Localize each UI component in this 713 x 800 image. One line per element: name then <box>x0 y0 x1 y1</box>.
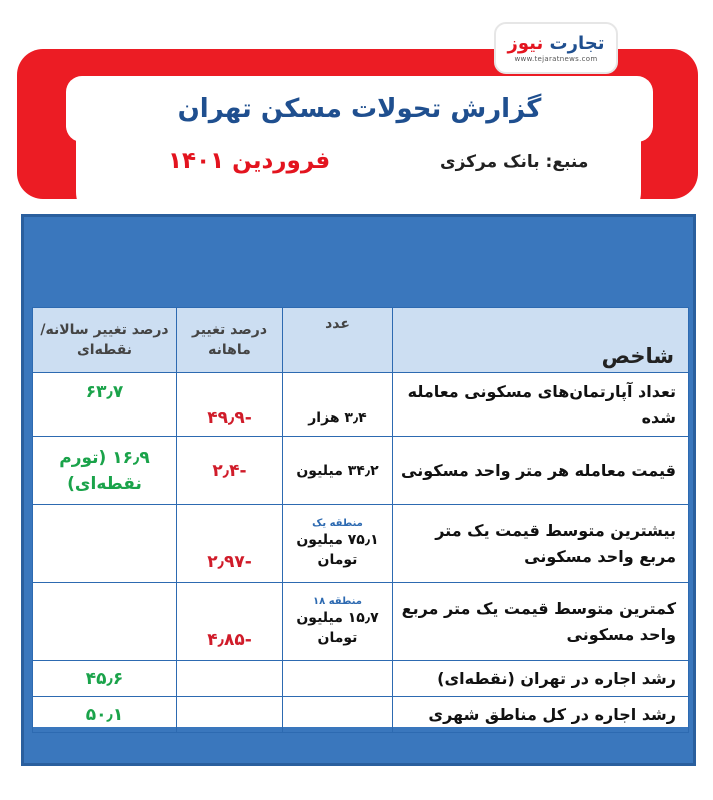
row-monthly: -۲٫۹۷ <box>177 505 283 583</box>
row-monthly: -۲٫۴ <box>177 437 283 505</box>
row-count: ۳٫۴ هزار <box>283 373 393 437</box>
row-annual: ۴۵٫۶ <box>33 661 177 697</box>
row-count <box>283 697 393 733</box>
row-count: ۷۵٫۱ میلیون تومان <box>296 531 379 568</box>
logo-url: www.tejaratnews.com <box>514 55 598 63</box>
table-row <box>33 505 689 583</box>
row-annual <box>33 583 177 661</box>
row-indicator: قیمت معامله هر متر واحد مسکونی <box>393 437 689 505</box>
table-row <box>33 437 689 505</box>
row-monthly: -۴٫۸۵ <box>177 583 283 661</box>
row-annual: ۱۶٫۹ (تورم نقطه‌ای) <box>33 437 177 505</box>
table-row <box>33 697 689 733</box>
table-header-row <box>33 308 689 373</box>
logo <box>494 22 618 74</box>
title-box <box>66 76 653 142</box>
row-count: ۱۵٫۷ میلیون تومان <box>296 609 379 646</box>
header-count: عدد <box>283 308 393 373</box>
row-count <box>283 661 393 697</box>
table-row <box>33 373 689 437</box>
row-monthly <box>177 697 283 733</box>
row-annual: ۶۳٫۷ <box>33 373 177 437</box>
row-indicator: کمترین متوسط قیمت یک متر مربع واحد مسکونی <box>393 583 689 661</box>
row-monthly: -۴۹٫۹ <box>177 373 283 437</box>
row-indicator: تعداد آپارتمان‌های مسکونی معامله شده <box>393 373 689 437</box>
row-annual: ۵۰٫۱ <box>33 697 177 733</box>
header-annual: درصد تغییر سالانه/نقطه‌ای <box>33 308 177 373</box>
header-indicator: شاخص <box>393 308 689 373</box>
report-table-container <box>32 307 688 727</box>
table-row <box>33 583 689 661</box>
row-monthly <box>177 661 283 697</box>
row-indicator: رشد اجاره در تهران (نقطه‌ای) <box>393 661 689 697</box>
header-subpanel <box>76 132 641 222</box>
row-indicator: بیشترین متوسط قیمت یک متر مربع واحد مسکونی <box>393 505 689 583</box>
logo-part-1: تجارت <box>549 33 605 54</box>
logo-part-2: نیوز <box>507 33 544 54</box>
page-title: گزارش تحولات مسکن تهران <box>177 94 542 124</box>
source-label: منبع: بانک مرکزی <box>440 152 589 172</box>
report-table <box>32 307 689 733</box>
region-note: منطقه ۱۸ <box>313 595 362 607</box>
row-indicator: رشد اجاره در کل مناطق شهری <box>393 697 689 733</box>
logo-text <box>508 33 605 54</box>
row-count-cell <box>283 583 393 661</box>
row-count: ۳۴٫۲ میلیون <box>283 437 393 505</box>
report-date: فروردین ۱۴۰۱ <box>168 148 331 174</box>
table-row <box>33 661 689 697</box>
row-count-cell <box>283 505 393 583</box>
region-note: منطقه یک <box>312 517 363 529</box>
header-monthly: درصد تغییر ماهانه <box>177 308 283 373</box>
row-annual <box>33 505 177 583</box>
